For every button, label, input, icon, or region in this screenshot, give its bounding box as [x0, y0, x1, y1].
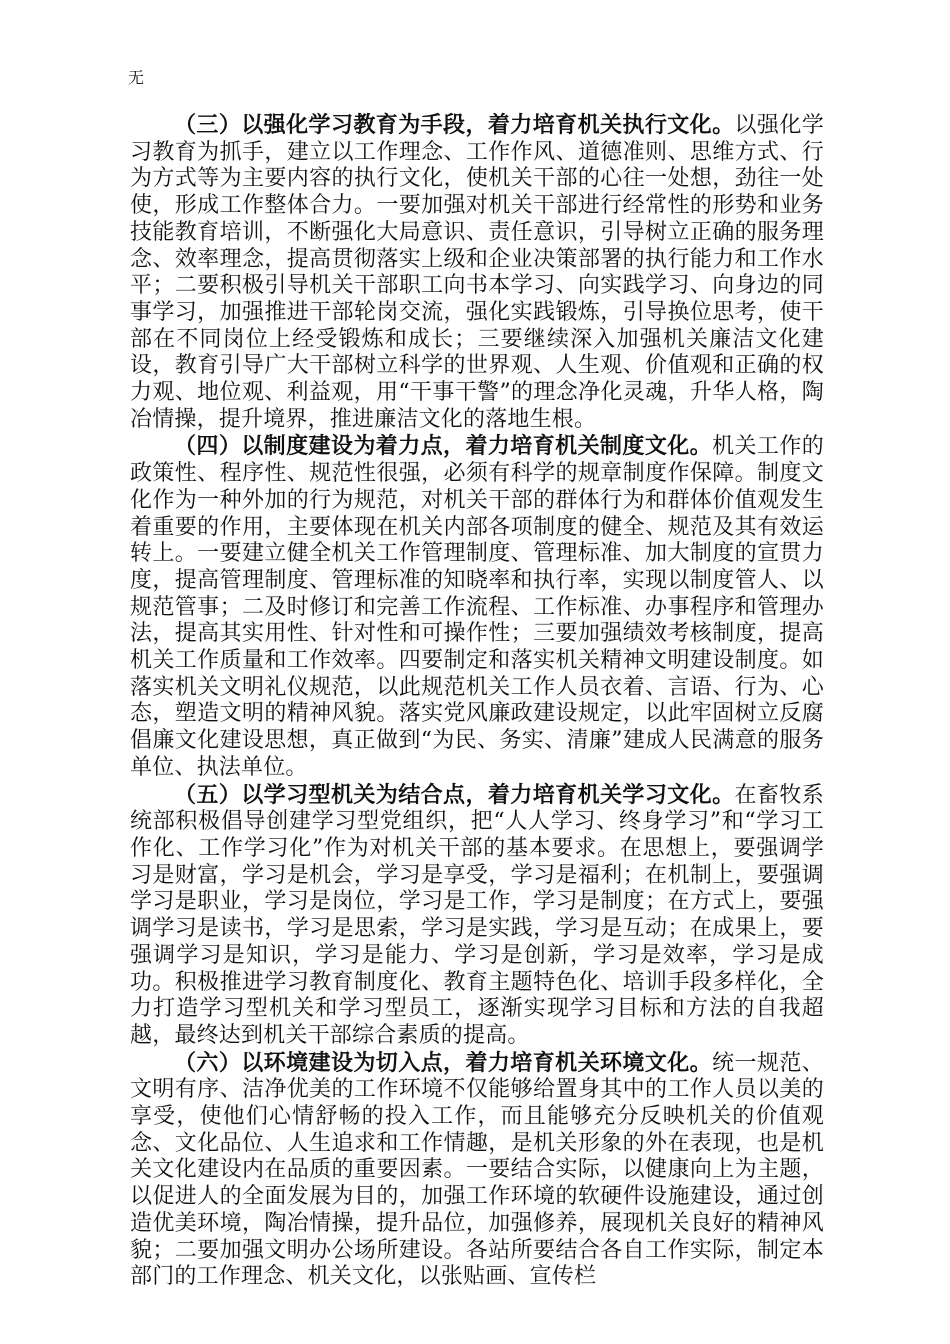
- paragraph-text: 机关工作的政策性、程序性、规范性很强，必须有科学的规章制度作保障。制度文化作为一种外加的行为规范，对机关干部的群体行为和群体价值观发生着重要的作用，主要体现在机关内部各项制度的健全、规范及其有效运转上。一要建立健全机关工作管理制度、管理标准、加大制度的宣贯力度，提高管理制度、管理标准的知晓率和执行率，实现以制度管人、以规范管事；二及时修订和完善工作流程、工作标准、办事程序和管理办法，提高其实用性、针对性和可操作性；三要加强绩效考核制度，提高机关工作质量和工作效率。四要制定和落实机关精神文明建设制度。如落实机关文明礼仪规范，以此规范机关工作人员衣着、言语、行为、心态，塑造文明的精神风貌。落实党风廉政建设规定，以此牢固树立反腐倡廉文化建设思想，真正做到“为民、务实、清廉”建成人民满意的服务单位、执法单位。: [130, 434, 824, 780]
- paragraph-5: [130, 782, 824, 1050]
- paragraph-6: [130, 1050, 824, 1291]
- page-header-mark: 无: [128, 68, 145, 87]
- document-body: [130, 112, 824, 1291]
- paragraph-heading: （四）以制度建设为着力点，着力培育机关制度文化。: [174, 433, 713, 460]
- paragraph-heading: （六）以环境建设为切入点，着力培育机关环境文化。: [174, 1049, 713, 1076]
- paragraph-text: 统一规范、文明有序、洁净优美的工作环境不仅能够给置身其中的工作人员以美的享受，使他们心情舒畅的投入工作，而且能够充分反映机关的价值观念、文化品位、人生追求和工作情趣，是机关形象的外在表现，也是机关文化建设内在品质的重要因素。一要结合实际，以健康向上为主题，以促进人的全面发展为目的，加强工作环境的软硬件设施建设，通过创造优美环境，陶冶情操，提升品位，加强修养，展现机关良好的精神风貌；二要加强文明办公场所建设。各站所要结合各自工作实际，制定本部门的工作理念、机关文化，以张贴画、宣传栏: [130, 1050, 824, 1290]
- paragraph-text: 以强化学习教育为抓手，建立以工作理念、工作作风、道德准则、思维方式、行为方式等为主要内容的执行文化，使机关干部的心往一处想，劲往一处使，形成工作整体合力。一要加强对机关干部进行经常性的形势和业务技能教育培训，不断强化大局意识、责任意识，引导树立正确的服务理念、效率理念，提高贯彻落实上级和企业决策部署的执行能力和工作水平；二要积极引导机关干部职工向书本学习、向实践学习、向身边的同事学习，加强推进干部轮岗交流，强化实践锻炼，引导换位思考，使干部在不同岗位上经受锻炼和成长；三要继续深入加强机关廉洁文化建设，教育引导广大干部树立科学的世界观、人生观、价值观和正确的权力观、地位观、利益观，用“干事干警”的理念净化灵魂，升华人格，陶冶情操，提升境界，推进廉洁文化的落地生根。: [130, 113, 824, 432]
- paragraph-heading: （五）以学习型机关为结合点，着力培育机关学习文化。: [174, 781, 735, 808]
- paragraph-heading: （三）以强化学习教育为手段，着力培育机关执行文化。: [174, 112, 735, 138]
- paragraph-4: [130, 433, 824, 781]
- paragraph-text: 在畜牧系统部积极倡导创建学习型党组织，把“人人学习、终身学习”和“学习工作化、工作学习化”作为对机关干部的基本要求。在思想上，要强调学习是财富，学习是机会，学习是享受，学习是福利；在机制上，要强调学习是职业，学习是岗位，学习是工作，学习是制度；在方式上，要强调学习是读书，学习是思索，学习是实践，学习是互动；在成果上，要强调学习是知识，学习是能力、学习是创新，学习是效率，学习是成功。积极推进学习教育制度化、教育主题特色化、培训手段多样化，全力打造学习型机关和学习型员工，逐渐实现学习目标和方法的自我超越，最终达到机关干部综合素质的提高。: [130, 782, 824, 1048]
- paragraph-3: [130, 112, 824, 433]
